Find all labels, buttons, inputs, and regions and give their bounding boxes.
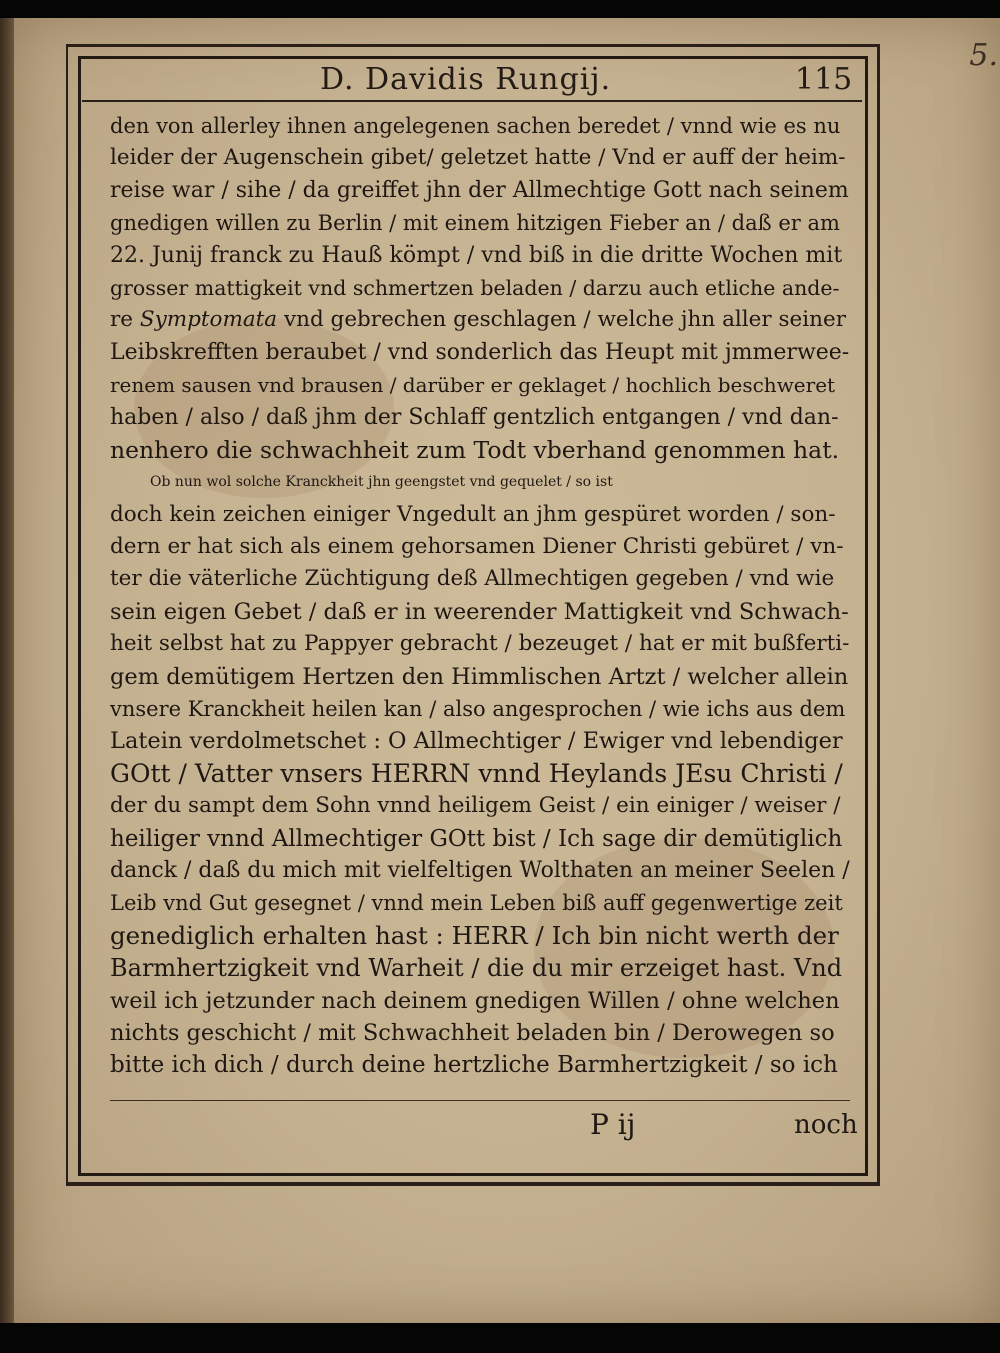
text-line: den von allerley ihnen angelegenen sachen beredet / vnnd wie es nu <box>110 114 841 138</box>
corner-page-note: 5. <box>969 38 998 73</box>
body-text <box>110 110 850 1082</box>
paragraph-start-line: Ob nun wol solche Kranckheit jhn geengstet vnd gequelet / so ist <box>150 474 613 491</box>
text-line: renem sausen vnd brausen / darüber er geklaget / hochlich beschweret <box>110 373 836 398</box>
text-line: leider der Augenschein gibet/ geletzet hatte / Vnd er auff der heim- <box>110 145 846 171</box>
text-line: Leib vnd Gut gesegnet / vnnd mein Leben biß auff gegenwertige zeit <box>110 891 843 916</box>
page-number: 115 <box>795 62 853 97</box>
header-rule <box>82 100 862 102</box>
text-line: gnedigen willen zu Berlin / mit einem hitzigen Fieber an / daß er am <box>110 211 840 236</box>
text-line: ter die väterliche Züchtigung deß Allmechtigen gegeben / vnd wie <box>110 566 835 592</box>
text-line: vnsere Kranckheit heilen kan / also angesprochen / wie ichs aus dem <box>110 697 846 722</box>
catchword: noch <box>794 1110 858 1140</box>
book-edge <box>0 18 14 1323</box>
text-line: GOtt / Vatter vnsers HERRN vnnd Heylands JEsu Christi / <box>110 758 843 788</box>
text-line: heit selbst hat zu Pappyer gebracht / bezeuget / hat er mit bußferti- <box>110 631 850 657</box>
running-head: D. Davidis Rungij. <box>320 62 612 97</box>
text-line: 22. Junij franck zu Hauß kömpt / vnd biß in die dritte Wochen mit <box>110 242 843 268</box>
text-line: nenhero die schwachheit zum Todt vberhand genommen hat. <box>110 435 840 464</box>
text-line: haben / also / daß jhm der Schlaff gentzlich entgangen / vnd dan- <box>110 404 839 430</box>
text-line: doch kein zeichen einiger Vngedult an jhm gespüret worden / son- <box>110 501 836 527</box>
text-line: danck / daß du mich mit vielfeltigen Wolthaten an meiner Seelen / <box>110 857 850 883</box>
text-line: grosser mattigkeit vnd schmertzen beladen / darzu auch etliche ande- <box>110 275 840 300</box>
text-line: heiliger vnnd Allmechtiger GOtt bist / Ich sage dir demütiglich <box>110 825 843 852</box>
text-line: dern er hat sich als einem gehorsamen Diener Christi gebüret / vn- <box>110 534 844 560</box>
footer-rule <box>110 1100 850 1101</box>
text-line: Leibskrefften beraubet / vnd sonderlich das Heupt mit jmmerwee- <box>110 339 850 365</box>
text-line: nichts geschicht / mit Schwachheit beladen bin / Derowegen so <box>110 1019 835 1046</box>
text-line: re Symptomata vnd gebrechen geschlagen / welche jhn aller seiner <box>110 307 846 333</box>
text-line: der du sampt dem Sohn vnnd heiligem Geist / ein einiger / weiser / <box>110 793 841 819</box>
latin-term: Symptomata <box>139 307 278 333</box>
signature-mark: P ij <box>590 1108 636 1141</box>
text-line: Latein verdolmetschet : O Allmechtiger / Ewiger vnd lebendiger <box>110 728 843 755</box>
text-line: Barmhertzigkeit vnd Warheit / die du mir erzeiget hast. Vnd <box>110 954 843 983</box>
text-line: genediglich erhalten hast : HERR / Ich bin nicht werth der <box>110 920 839 950</box>
text-line: bitte ich dich / durch deine hertzliche Barmhertzigkeit / so ich <box>110 1052 838 1079</box>
text-line: reise war / sihe / da greiffet jhn der Allmechtige Gott nach seinem <box>110 177 849 203</box>
text-line: weil ich jetzunder nach deinem gnedigen Willen / ohne welchen <box>110 987 840 1014</box>
text-line: gem demütigem Hertzen den Himmlischen Artzt / welcher allein <box>110 663 849 690</box>
text-line: sein eigen Gebet / daß er in weerender Mattigkeit vnd Schwach- <box>110 598 849 625</box>
